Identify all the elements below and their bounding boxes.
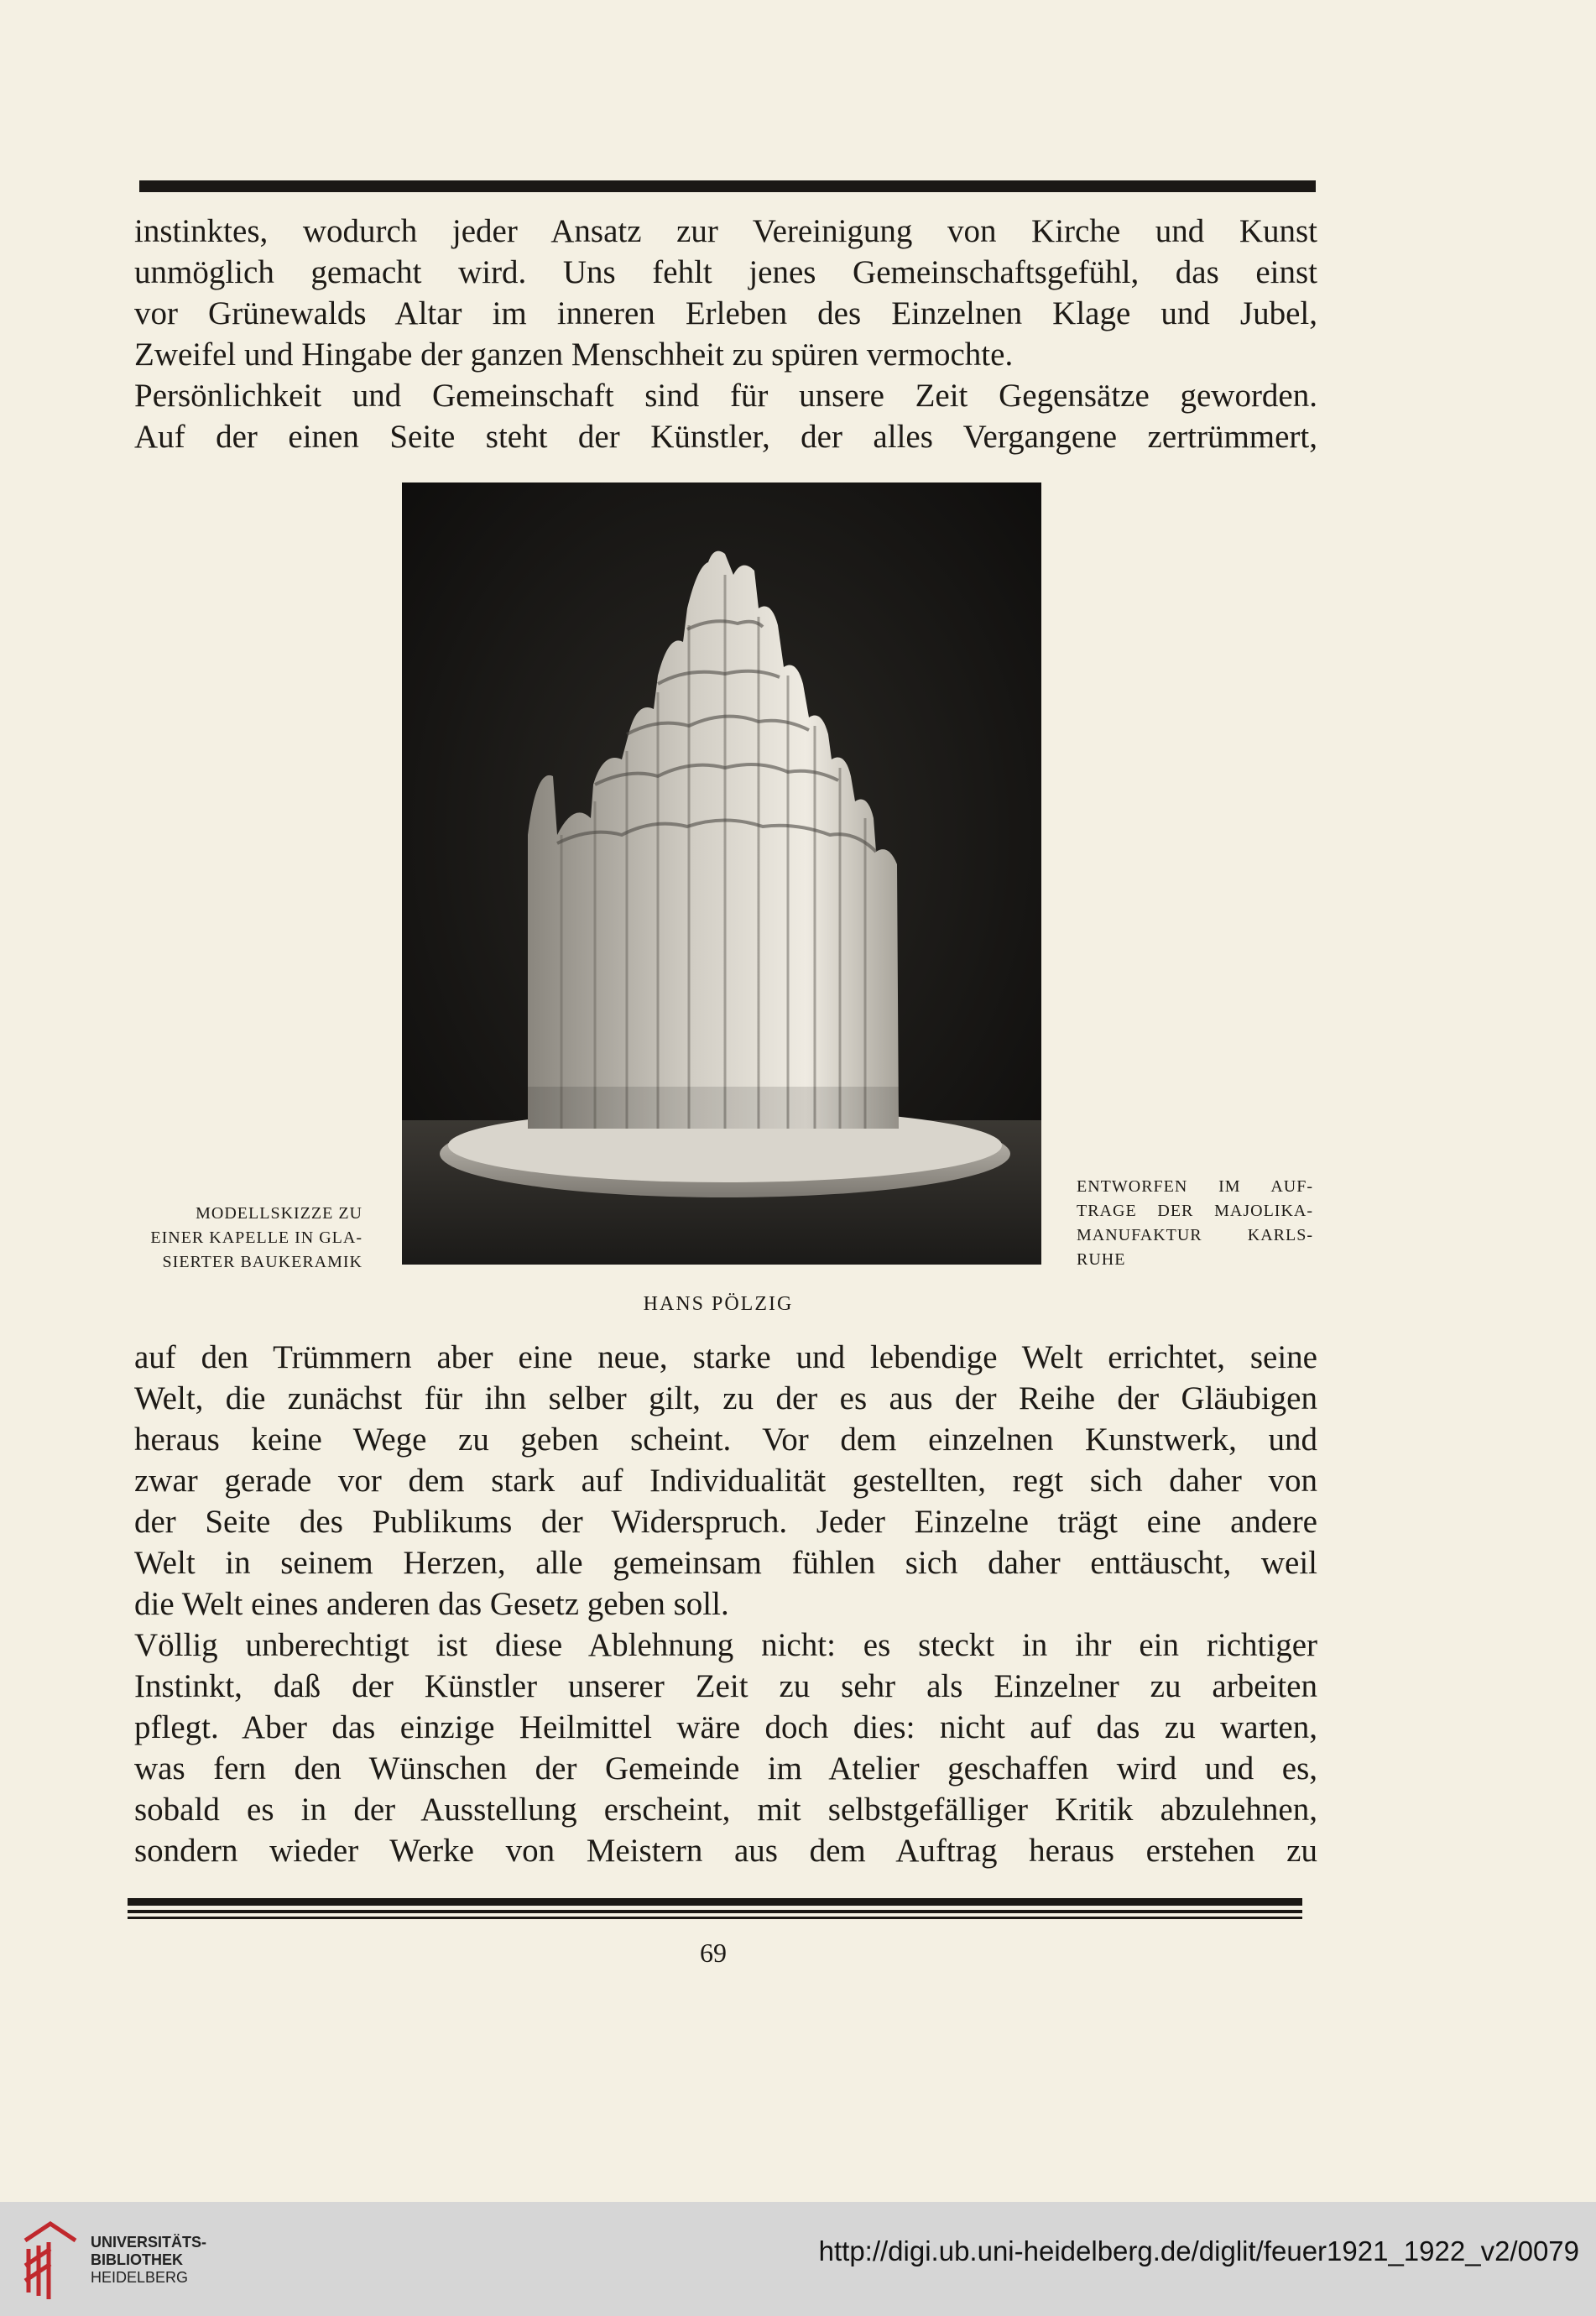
text-line: was fern den Wünschen der Gemeinde im Atelier geschaffen wird und es,	[134, 1750, 1317, 1787]
page-number: 69	[700, 1938, 727, 1968]
caption-line: EINER KAPELLE IN GLA-	[150, 1228, 362, 1247]
text-line: pflegt. Aber das einzige Heilmittel wäre doch dies: nicht auf das zu warten,	[134, 1709, 1317, 1745]
text-line: der Seite des Publikums der Widerspruch. Jeder Einzelne trägt eine andere	[134, 1504, 1317, 1540]
text-line: vor Grünewalds Altar im inneren Erleben des Einzelnen Klage und Jubel,	[134, 295, 1317, 331]
institution-name	[91, 2234, 206, 2287]
bottom-rule-thin	[128, 1917, 1302, 1919]
bottom-rule	[128, 1898, 1302, 1906]
bottom-rule-thin	[128, 1910, 1302, 1913]
source-url-link[interactable]: http://digi.ub.uni-heidelberg.de/diglit/feuer1921_1922_v2/0079	[818, 2235, 1579, 2266]
library-footer	[0, 2202, 1596, 2316]
text-line: die Welt eines anderen das Gesetz geben soll.	[134, 1586, 729, 1622]
text-line: Welt in seinem Herzen, alle gemeinsam fühlen sich daher enttäuscht, weil	[134, 1545, 1317, 1581]
figure-caption-right	[1077, 1175, 1313, 1272]
library-logo-icon	[17, 2215, 82, 2303]
institution-line: BIBLIOTHEK	[91, 2251, 183, 2268]
text-line: Zweifel und Hingabe der ganzen Menschheit zu spüren vermochte.	[134, 336, 1014, 373]
text-line: unmöglich gemacht wird. Uns fehlt jenes Gemeinschaftsgefühl, das einst	[134, 254, 1317, 290]
artist-name: HANS PÖLZIG	[643, 1293, 794, 1315]
caption-line: RUHE	[1077, 1250, 1126, 1269]
caption-line: SIERTER BAUKERAMIK	[162, 1253, 362, 1271]
text-line: instinktes, wodurch jeder Ansatz zur Vereinigung von Kirche und Kunst	[134, 213, 1317, 249]
caption-line: TRAGE DER MAJOLIKA-	[1077, 1202, 1313, 1220]
paragraph-top	[134, 211, 1317, 457]
caption-line: MODELLSKIZZE ZU	[196, 1204, 362, 1223]
text-line: zwar gerade vor dem stark auf Individualität gestellten, regt sich daher von	[134, 1463, 1317, 1499]
caption-line: ENTWORFEN IM AUF-	[1077, 1177, 1313, 1196]
text-line: sobald es in der Ausstellung erscheint, mit selbstgefälliger Kritik abzulehnen,	[134, 1792, 1317, 1828]
institution-line: HEIDELBERG	[91, 2269, 189, 2286]
top-rule	[139, 180, 1316, 192]
figure-caption-left	[126, 1202, 362, 1275]
text-line: Völlig unberechtigt ist diese Ablehnung nicht: es steckt in ihr ein richtiger	[134, 1627, 1317, 1663]
chapel-model-photo	[402, 482, 1041, 1265]
text-line: auf den Trümmern aber eine neue, starke und lebendige Welt errichtet, seine	[134, 1339, 1317, 1375]
text-line: sondern wieder Werke von Meistern aus dem Auftrag heraus erstehen zu	[134, 1833, 1317, 1869]
text-line: Welt, die zunächst für ihn selber gilt, zu der es aus der Reihe der Gläubigen	[134, 1380, 1317, 1416]
institution-line: UNIVERSITÄTS-	[91, 2234, 207, 2251]
caption-line: MANUFAKTUR KARLS-	[1077, 1226, 1313, 1244]
text-line: Auf der einen Seite steht der Künstler, der alles Vergangene zertrümmert,	[134, 419, 1317, 455]
text-line: Instinkt, daß der Künstler unserer Zeit zu sehr als Einzelner zu arbeiten	[134, 1668, 1317, 1704]
text-line: heraus keine Wege zu geben scheint. Vor dem einzelnen Kunstwerk, und	[134, 1421, 1317, 1458]
paragraph-bottom	[134, 1337, 1317, 1871]
text-line: Persönlichkeit und Gemeinschaft sind für unsere Zeit Gegensätze geworden.	[134, 378, 1317, 414]
